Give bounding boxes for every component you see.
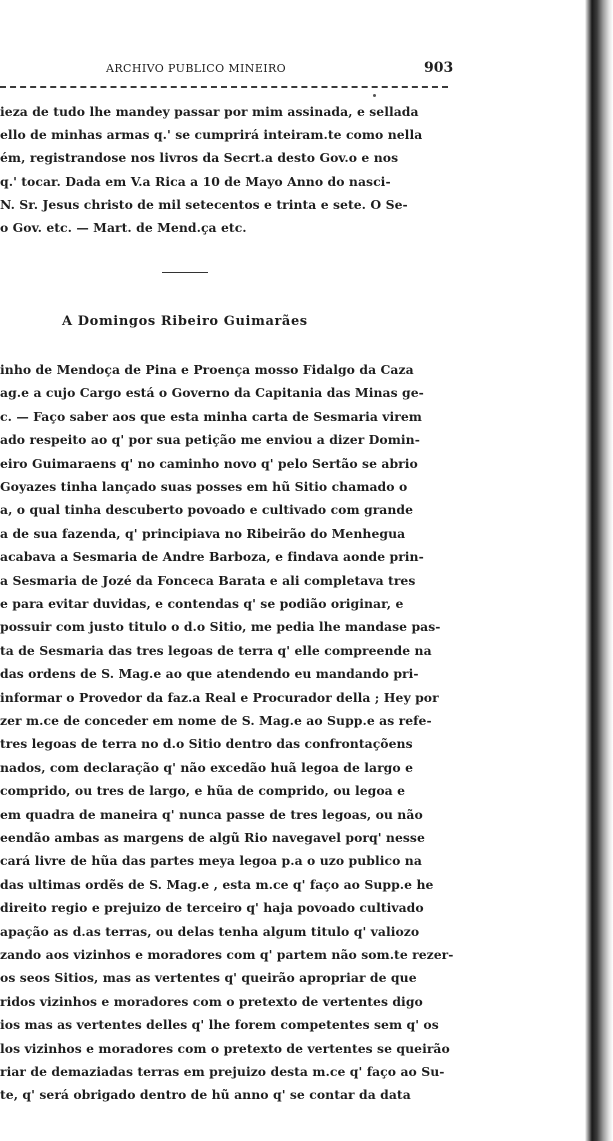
text-line: os seos Sitios, mas as vertentes q' queirão apropriar de que <box>0 970 417 986</box>
text-line: acabava a Sesmaria de Andre Barboza, e findava aonde prin- <box>0 549 424 565</box>
text-line: riar de demaziadas terras em prejuizo desta m.ce q' faço ao Su- <box>0 1064 445 1079</box>
text-line: los vizinhos e moradores com o pretexto de vertentes se queirão <box>0 1040 450 1056</box>
page-header <box>0 62 460 82</box>
text-line: te, q' será obrigado dentro de hũ anno q' se contar da data <box>0 1087 411 1103</box>
text-line: ridos vizinhos e moradores com o pretexto de vertentes digo <box>0 993 423 1009</box>
text-line: a de sua fazenda, q' principiava no Ribeirão do Menhegua <box>0 525 406 541</box>
text-line: zer m.ce de conceder em nome de S. Mag.e ao Supp.e as refe- <box>0 713 432 728</box>
text-line: Goyazes tinha lançado suas posses em hũ Sitio chamado o <box>0 479 408 494</box>
text-line: zando aos vizinhos e moradores com q' partem não som.te rezer- <box>0 947 454 962</box>
text-line: ém, registrandose nos livros da Secrt.a desto Gov.o e nos <box>0 150 399 166</box>
text-line: ieza de tudo lhe mandey passar por mim assinada, e sellada <box>0 104 419 119</box>
text-line: das ultimas ordẽs de S. Mag.e , esta m.ce q' faço ao Supp.e he <box>0 876 434 892</box>
text-line: possuir com justo titulo o d.o Sitio, me pedia lhe mandase pas- <box>0 619 441 635</box>
text-line: em quadra de maneira q' nunca passe de tres legoas, ou não <box>0 806 423 822</box>
text-line: tres legoas de terra no d.o Sitio dentro das confrontaçõens <box>0 736 413 752</box>
text-line: ello de minhas armas q.' se cumprirá inteiram.te como nella <box>0 127 423 143</box>
section-separator <box>162 272 208 273</box>
text-line: informar o Provedor da faz.a Real e Procurador della ; Hey por <box>0 689 439 705</box>
text-line: das ordens de S. Mag.e ao que atendendo eu mandando pri- <box>0 666 419 682</box>
section-title: A Domingos Ribeiro Guimarães <box>62 314 308 329</box>
text-line: cará livre de hũa das partes meya legoa p.a o uzo publico na <box>0 853 422 869</box>
text-line: a Sesmaria de Jozé da Fonceca Barata e ali completava tres <box>0 572 416 588</box>
text-line: apação as d.as terras, ou delas tenha algum titulo q' valiozo <box>0 923 420 939</box>
running-head: ARCHIVO PUBLICO MINEIRO <box>106 62 287 75</box>
binding-edge <box>583 0 613 1141</box>
text-line: eendão ambas as margens de algũ Rio navegavel porq' nesse <box>0 830 425 845</box>
text-line: a, o qual tinha descuberto povoado e cultivado com grande <box>0 502 414 518</box>
text-line: N. Sr. Jesus christo de mil setecentos e trinta e sete. O Se- <box>0 196 408 212</box>
text-line: nados, com declaração q' não excedão huã legoa de largo e <box>0 759 414 775</box>
scan-speck <box>373 94 376 97</box>
header-rule <box>0 86 448 88</box>
text-line: ios mas as vertentes delles q' lhe forem competentes sem q' os <box>0 1017 439 1033</box>
page-number: 903 <box>424 60 454 76</box>
text-line: ag.e a cujo Cargo está o Governo da Capitania das Minas ge- <box>0 385 424 401</box>
text-line: inho de Mendoça de Pina e Proença mosso Fidalgo da Caza <box>0 362 414 377</box>
text-line: e para evitar duvidas, e contendas q' se podião originar, e <box>0 596 404 611</box>
text-line: ta de Sesmaria das tres legoas de terra q' elle compreende na <box>0 642 432 658</box>
text-line: comprido, ou tres de largo, e hũa de comprido, ou legoa e <box>0 783 406 799</box>
text-line: direito regio e prejuizo de terceiro q' haja povoado cultivado <box>0 900 424 916</box>
text-line: c. — Faço saber aos que esta minha carta de Sesmaria virem <box>0 408 422 424</box>
text-line: q.' tocar. Dada em V.a Rica a 10 de Mayo Anno do nasci- <box>0 173 391 189</box>
text-line: eiro Guimaraens q' no caminho novo q' pelo Sertão se abrio <box>0 455 418 471</box>
text-line: ado respeito ao q' por sua petição me enviou a dizer Domin- <box>0 432 420 448</box>
text-line: o Gov. etc. — Mart. de Mend.ça etc. <box>0 220 247 235</box>
